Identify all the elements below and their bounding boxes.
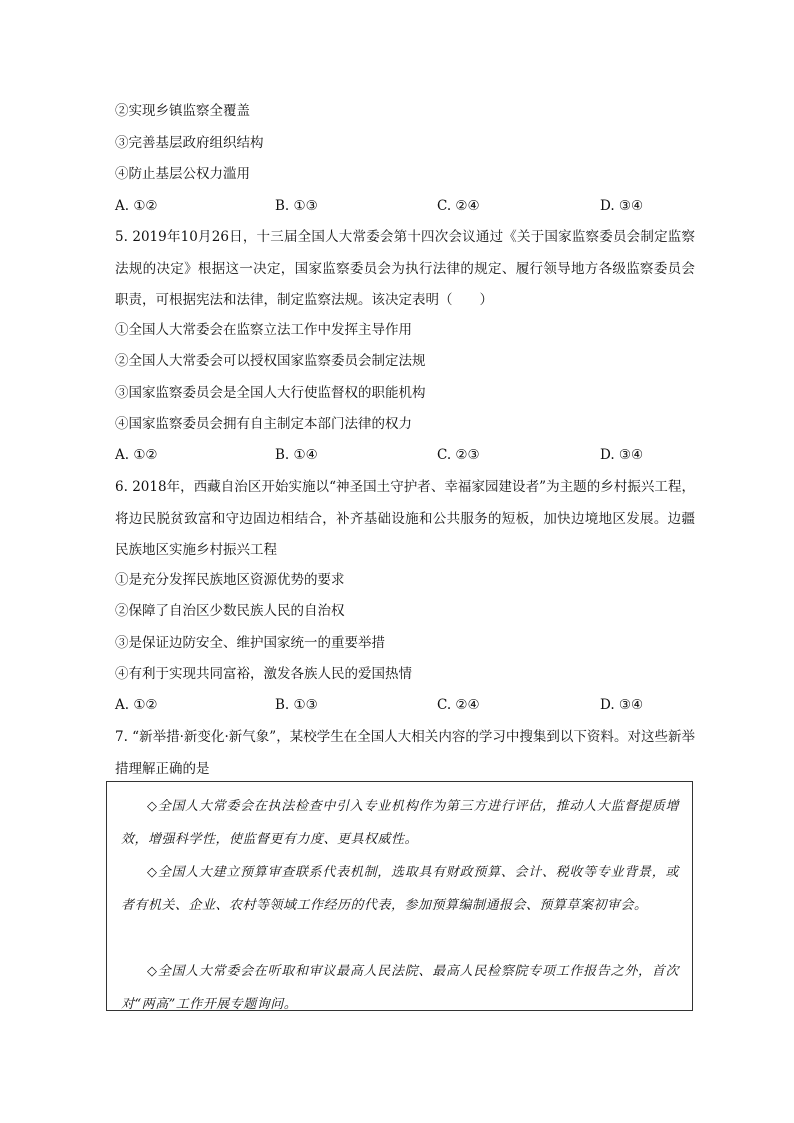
q5-item-4: ④国家监察委员会拥有自主制定本部门法律的权力 — [115, 416, 412, 432]
q5-option-b[interactable]: B. ①④ — [275, 447, 318, 463]
q7-material-box — [106, 781, 693, 1011]
q6-item-4: ④有利于实现共同富裕，激发各族人民的爱国热情 — [115, 666, 412, 682]
q4-option-c[interactable]: C. ②④ — [437, 198, 480, 214]
q4-item-2: ②实现乡镇监察全覆盖 — [115, 103, 250, 119]
q4-option-b[interactable]: B. ①③ — [275, 198, 318, 214]
q6-item-2: ②保障了自治区少数民族人民的自治权 — [115, 603, 345, 619]
q7-material-2: ◇全国人大建立预算审查联系代表机制，选取具有财政预算、会计、税收等专业背景，或者有机关、企业、农村等领域工作经历的代表，参加预算编制通报会、预算草案初审会。 — [121, 865, 679, 913]
q4-option-a[interactable]: A. ①② — [115, 198, 158, 214]
q6-option-c[interactable]: C. ②④ — [437, 697, 480, 713]
q4-options — [115, 196, 675, 216]
q5-options — [115, 445, 675, 465]
q6-option-d[interactable]: D. ③④ — [600, 697, 644, 713]
q4-item-3: ③完善基层政府组织结构 — [115, 135, 264, 151]
q6-stem: 6. 2018年，西藏自治区开始实施以“神圣国土守护者、幸福家园建设者”为主题的乡村振兴工程，将边民脱贫致富和守边固边相结合，补齐基础设施和公共服务的短板，加快边境地区发展。边疆民族地区实施乡村振兴工程 — [115, 479, 695, 558]
q5-item-3: ③国家监察委员会是全国人大行使监督权的职能机构 — [115, 385, 426, 401]
q6-item-3: ③是保证边防安全、维护国家统一的重要举措 — [115, 635, 385, 651]
q5-stem: 5. 2019年10月26日，十三届全国人大常委会第十四次会议通过《关于国家监察委员会制定监察法规的决定》根据这一决定，国家监察委员会为执行法律的规定、履行领导地方各级监察委员会职责，可根据宪法和法律，制定监察法规。该决定表明（ ） — [115, 229, 695, 308]
q5-option-a[interactable]: A. ①② — [115, 447, 158, 463]
q5-option-c[interactable]: C. ②③ — [437, 447, 480, 463]
q7-material-3: ◇全国人大常委会在听取和审议最高人民法院、最高人民检察院专项工作报告之外，首次对“两高”工作开展专题询问。 — [121, 964, 679, 1012]
q7-material-1: ◇全国人大常委会在执法检查中引入专业机构作为第三方进行评估，推动人大监督提质增效，增强科学性，使监督更有力度、更具权威性。 — [121, 799, 679, 847]
q5-option-d[interactable]: D. ③④ — [600, 447, 644, 463]
q6-option-a[interactable]: A. ①② — [115, 697, 158, 713]
q7-stem: 7. “新举措·新变化·新气象”，某校学生在全国人大相关内容的学习中搜集到以下资料。对这些新举措理解正确的是 — [115, 729, 695, 777]
q4-option-d[interactable]: D. ③④ — [600, 198, 644, 214]
q5-item-2: ②全国人大常委会可以授权国家监察委员会制定法规 — [115, 353, 426, 369]
q4-item-4: ④防止基层公权力滥用 — [115, 166, 250, 182]
q5-item-1: ①全国人大常委会在监察立法工作中发挥主导作用 — [115, 322, 412, 338]
q6-options — [115, 695, 675, 715]
q6-option-b[interactable]: B. ①③ — [275, 697, 318, 713]
q6-item-1: ①是充分发挥民族地区资源优势的要求 — [115, 572, 345, 588]
